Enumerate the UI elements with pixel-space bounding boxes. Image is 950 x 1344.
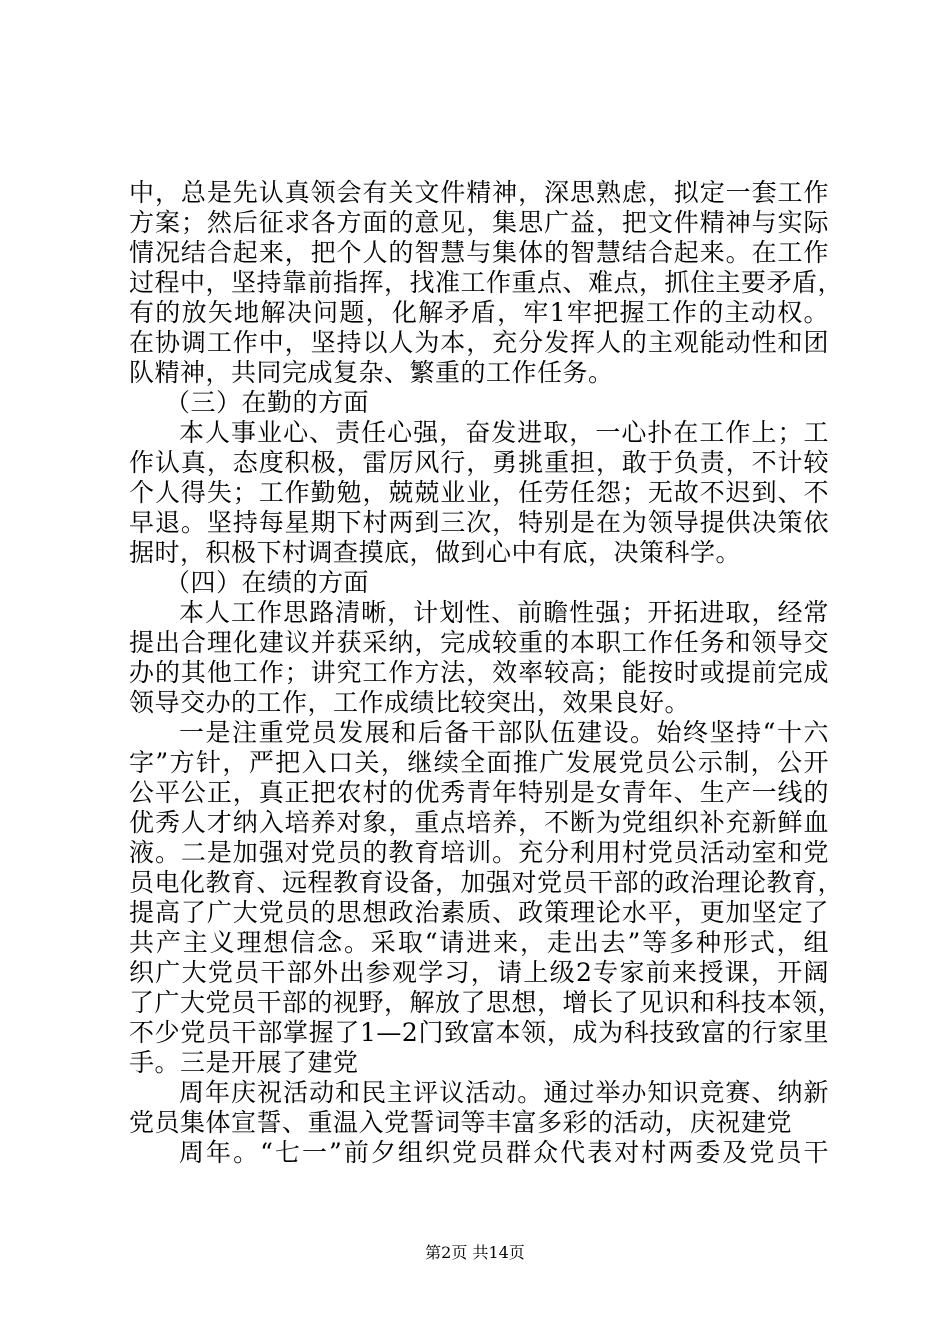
text-line: 办的其他工作；讲究工作方法，效率较高；能按时或提前完成 [129, 658, 829, 687]
section-heading: （四）在绩的方面 [165, 568, 370, 597]
text-line: 周年。“七一”前夕组织党员群众代表对村两委及党员干 [179, 1138, 829, 1167]
text-line: 中，总是先认真领会有关文件精神，深思熟虑，拟定一套工作 [129, 178, 829, 207]
text-line: 有的放矢地解决问题，化解矛盾，牢1牢把握工作的主动权。 [129, 298, 829, 327]
text-line: 党员集体宣誓、重温入党誓词等丰富多彩的活动，庆祝建党 [129, 1108, 793, 1137]
text-line: 过程中，坚持靠前指挥，找准工作重点、难点，抓住主要矛盾， [129, 268, 844, 297]
text-line: 个人得失；工作勤勉，兢兢业业，任劳任怨；无故不迟到、不 [129, 478, 829, 507]
text-line: 情况结合起来，把个人的智慧与集体的智慧结合起来。在工作 [129, 238, 829, 267]
text-line: 液。二是加强对党员的教育培训。充分利用村党员活动室和党 [129, 838, 829, 867]
text-line: 了广大党员干部的视野，解放了思想，增长了见识和科技本领， [129, 988, 844, 1017]
body-text [129, 178, 844, 1168]
text-line: 早退。坚持每星期下村两到三次，特别是在为领导提供决策依 [129, 508, 829, 537]
text-line: 作认真，态度积极，雷厉风行，勇挑重担，敢于负责，不计较 [129, 448, 829, 477]
text-line: 队精神，共同完成复杂、繁重的工作任务。 [129, 358, 614, 387]
page-number-footer: 第2页 共14页 [425, 1243, 525, 1262]
text-line: 在协调工作中，坚持以人为本，充分发挥人的主观能动性和团 [129, 328, 829, 357]
text-line: 一是注重党员发展和后备干部队伍建设。始终坚持“十六 [179, 718, 829, 747]
text-line: 据时，积极下村调查摸底，做到心中有底，决策科学。 [129, 538, 742, 567]
text-line: 提出合理化建议并获采纳，完成较重的本职工作任务和领导交 [129, 628, 829, 657]
text-line: 提高了广大党员的思想政治素质、政策理论水平，更加坚定了 [129, 898, 829, 927]
text-line: 周年庆祝活动和民主评议活动。通过举办知识竞赛、纳新 [179, 1078, 829, 1107]
section-heading: （三）在勤的方面 [165, 388, 370, 417]
text-line: 字”方针，严把入口关，继续全面推广发展党员公示制，公开 [129, 748, 829, 777]
text-line: 领导交办的工作，工作成绩比较突出，效果良好。 [129, 688, 691, 717]
text-line: 共产主义理想信念。采取“请进来，走出去”等多种形式，组 [129, 928, 829, 957]
text-line: 本人工作思路清晰，计划性、前瞻性强；开拓进取，经常 [179, 598, 829, 627]
text-line: 手。三是开展了建党 [129, 1048, 359, 1077]
text-line: 不少党员干部掌握了1—2门致富本领，成为科技致富的行家里 [129, 1018, 829, 1047]
text-line: 公平公正，真正把农村的优秀青年特别是女青年、生产一线的 [129, 778, 829, 807]
text-line: 织广大党员干部外出参观学习，请上级2专家前来授课，开阔 [129, 958, 829, 987]
text-line: 员电化教育、远程教育设备，加强对党员干部的政治理论教育， [129, 868, 844, 897]
text-line: 优秀人才纳入培养对象，重点培养，不断为党组织补充新鲜血 [129, 808, 829, 837]
text-line: 方案；然后征求各方面的意见，集思广益，把文件精神与实际 [129, 208, 829, 237]
text-line: 本人事业心、责任心强，奋发进取，一心扑在工作上；工 [179, 418, 829, 447]
